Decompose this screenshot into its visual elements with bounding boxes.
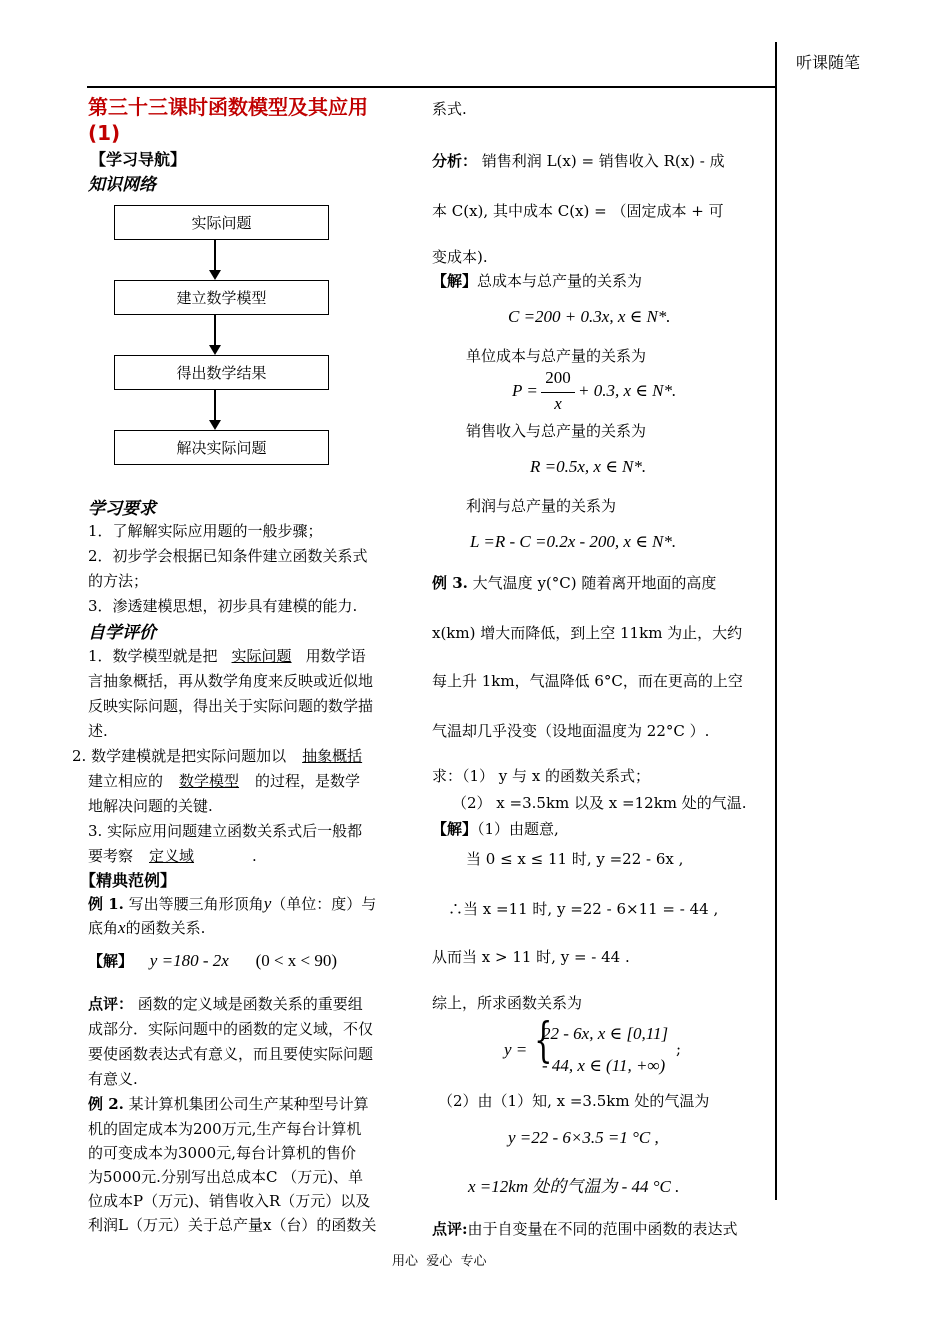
ex2-formula-2-num: 200 <box>545 368 571 387</box>
ex2-line3: 的可变成本为3000元,每台计算机的售价 <box>88 1144 356 1162</box>
self-eval-q3-l2: 要考察 定义域 . <box>88 847 257 865</box>
section-requirements: 学习要求 <box>88 499 156 519</box>
flow-arrowhead-1 <box>209 270 221 280</box>
flow-arrow-1 <box>214 240 216 270</box>
page-title: 第三十三课时函数模型及其应用 <box>88 95 368 119</box>
ex2-formula-1: C =200 + 0.3x, x ∈ N*. <box>508 307 671 326</box>
ex2-solution-l3: 销售收入与总产量的关系为 <box>466 422 647 440</box>
ex3-solution-l4: 从而当 x > 11 时, y = - 44 . <box>432 948 630 966</box>
ex1-comment-l3: 要使函数表达式有意义，而且要使实际问题 <box>88 1045 374 1063</box>
self-eval-q1-l4: 述. <box>88 722 108 740</box>
ex1-comment-l4: 有意义. <box>88 1070 138 1088</box>
requirement-3: 3．渗透建模思想，初步具有建模的能力. <box>88 597 358 615</box>
ex2-analysis-l3: 变成本). <box>432 248 488 266</box>
ex2-line2: 机的固定成本为200万元,生产每台计算机 <box>88 1120 362 1138</box>
ex3-line2: x(km) 增大而降低，到上空 11km 为止，大约 <box>432 624 743 642</box>
flow-box-4: 解决实际问题 <box>114 430 329 465</box>
ex1-solution: 【解】 y =180 - 2x (0 < x < 90) <box>88 951 338 970</box>
section-self-eval: 自学评价 <box>88 623 156 643</box>
self-eval-q3: 3. 实际应用问题建立函数关系式后一般都 <box>88 822 363 840</box>
flow-box-3: 得出数学结果 <box>114 355 329 390</box>
ex3-question-2: （2） x =3.5km 以及 x =12km 处的气温. <box>452 794 747 812</box>
ex3-line4: 气温却几乎没变（设地面温度为 22°C ）. <box>432 722 710 740</box>
requirement-1: 1．了解解实际应用题的一般步骤； <box>88 522 323 540</box>
ex3-solution-l6: （2）由（1）知, x =3.5km 处的气温为 <box>438 1092 710 1110</box>
ex2-line4: 为5000元.分别写出总成本C （万元)、单 <box>88 1168 364 1186</box>
ex3-solution-l2: 当 0 ≤ x ≤ 11 时, y =22 - 6x , <box>466 850 684 868</box>
ex2-formula-4: L =R - C =0.2x - 200, x ∈ N*. <box>470 532 677 551</box>
flow-arrowhead-2 <box>209 345 221 355</box>
section-examples: 【精典范例】 <box>80 871 177 890</box>
ex2-analysis-l2: 本 C(x), 其中成本 C(x) = （固定成本 + 可 <box>432 202 724 220</box>
self-eval-q1-l3: 反映实际问题，得出关于实际问题的数学描 <box>88 697 374 715</box>
ex1-comment-l1: 点评： 函数的定义域是函数关系的重要组 <box>88 995 363 1013</box>
ex3-comment: 点评:由于自变量在不同的范围中函数的表达式 <box>432 1220 738 1238</box>
ex3-formula-7: x =12km 处的气温为 - 44 °C . <box>468 1177 680 1196</box>
ex2-formula-2-den: x <box>554 394 562 413</box>
flow-arrow-2 <box>214 315 216 345</box>
flow-arrow-3 <box>214 390 216 420</box>
ex2-line1: 例 2. 某计算机集团公司生产某种型号计算 <box>88 1095 369 1113</box>
ex3-piecewise-case-2: - 44, x ∈ (11, +∞) <box>542 1056 666 1075</box>
ex2-solution-l1: 【解】总成本与总产量的关系为 <box>432 272 643 290</box>
ex3-piecewise-brace: { <box>534 1012 553 1068</box>
ex2-solution-l2: 单位成本与总产量的关系为 <box>466 347 647 365</box>
ex3-piecewise-case-1: 22 - 6x, x ∈ [0,11] <box>542 1024 669 1043</box>
requirement-2: 2．初步学会根据已知条件建立函数关系式 <box>88 547 368 565</box>
ex1-comment-l2: 成部分．实际问题中的函数的定义域，不仅 <box>88 1020 374 1038</box>
ex2-line5: 位成本P（万元)、销售收入R（万元）以及 <box>88 1192 371 1210</box>
ex3-piecewise-end: ; <box>676 1040 682 1058</box>
ex3-piecewise-y: y = <box>504 1040 528 1059</box>
ex2-formula-2a: P = <box>512 381 538 400</box>
self-eval-q2-l3: 地解决问题的关键. <box>88 797 213 815</box>
margin-rule <box>775 42 777 1200</box>
ex3-solution-l1: 【解】（1）由题意, <box>432 820 559 838</box>
ex2-formula-2b: + 0.3, x ∈ N*. <box>578 381 677 400</box>
section-network: 知识网络 <box>88 175 156 195</box>
ex1-line1: 例 1. 写出等腰三角形顶角y（单位：度）与 <box>88 894 377 913</box>
ex3-solution-l5: 综上，所求函数关系为 <box>432 994 583 1012</box>
ex3-solution-l3: ∴当 x =11 时, y =22 - 6×11 = - 44 , <box>448 900 719 918</box>
ex2-line6: 利润L（万元）关于总产量x（台）的函数关 <box>88 1216 377 1234</box>
ex1-line2: 底角x的函数关系. <box>88 918 206 937</box>
requirement-2b: 的方法； <box>88 572 149 590</box>
self-eval-q1: 1．数学模型就是把 实际问题 用数学语 <box>88 647 366 665</box>
ex3-question-1: 求：（1） y 与 x 的函数关系式； <box>432 767 651 785</box>
flow-box-2: 建立数学模型 <box>114 280 329 315</box>
self-eval-q2: 2. 数学建模就是把实际问题加以 抽象概括 <box>72 747 363 765</box>
margin-note: 听课随笔 <box>796 53 861 72</box>
self-eval-q1-l2: 言抽象概括，再从数学角度来反映或近似地 <box>88 672 374 690</box>
ex3-formula-6: y =22 - 6×3.5 =1 °C , <box>508 1128 659 1147</box>
page-footer: 用心 爱心 专心 <box>392 1254 487 1269</box>
self-eval-q2-l2: 建立相应的 数学模型 的过程，是数学 <box>88 772 361 790</box>
ex3-line1: 例 3. 大气温度 y(°C) 随着离开地面的高度 <box>432 574 717 592</box>
ex2-solution-l4: 利润与总产量的关系为 <box>466 497 617 515</box>
ex3-line3: 每上升 1km，气温降低 6°C，而在更高的上空 <box>432 672 743 690</box>
page-title-number: (1) <box>88 121 121 145</box>
section-guide: 【学习导航】 <box>90 150 187 169</box>
ex2-line7: 系式. <box>432 100 467 118</box>
top-rule <box>87 86 776 88</box>
ex2-formula-2-bar <box>541 392 575 393</box>
flow-arrowhead-3 <box>209 420 221 430</box>
ex2-formula-3: R =0.5x, x ∈ N*. <box>530 457 647 476</box>
flow-box-1: 实际问题 <box>114 205 329 240</box>
ex2-analysis-l1: 分析： 销售利润 L(x) = 销售收入 R(x) - 成 <box>432 152 725 170</box>
